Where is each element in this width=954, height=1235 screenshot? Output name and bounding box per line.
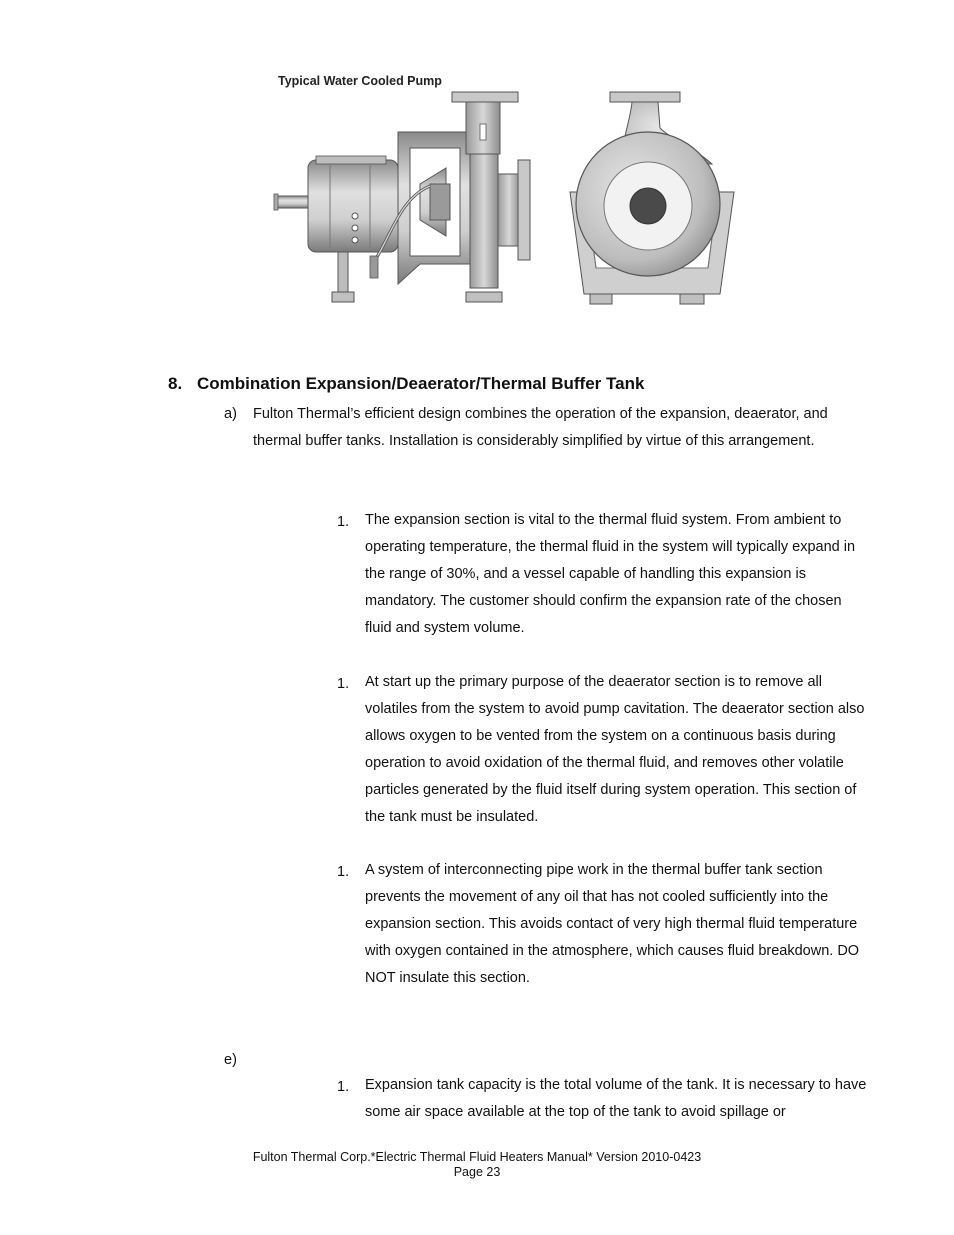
item-a-marker: a) (224, 406, 237, 422)
subitem-2-marker: 1. (337, 676, 350, 692)
pump-side-view-illustration (270, 88, 540, 310)
subitem-e1-marker: 1. (337, 1079, 350, 1095)
footer-page-number: Page 23 (453, 1165, 501, 1179)
footer-manual-info: Fulton Thermal Corp.*Electric Thermal Fluid Heaters Manual* Version 2010-0423 (252, 1150, 702, 1164)
subitem-1-marker: 1. (337, 514, 350, 530)
section-title: Combination Expansion/Deaerator/Thermal Buffer Tank (197, 374, 645, 393)
subitem-3-marker: 1. (337, 864, 350, 880)
item-a-text: Fulton Thermal’s efficient design combines the operation of the expansion, deaerator, and thermal buffer tanks. Installation is considerably simplified by virtue of this arrangement. (253, 406, 828, 449)
item-e-marker: e) (224, 1052, 237, 1068)
subitem-1-text: The expansion section is vital to the thermal fluid system. From ambient to operating temperature, the thermal fluid in the system will typically expand in the range of 30%, and a vessel capable of handling this expansion is mandatory. The customer should confirm the expansion rate of the chosen fluid and system volume. (365, 512, 856, 636)
pump-front-view-illustration (562, 88, 742, 310)
subitem-3-text: A system of interconnecting pipe work in the thermal buffer tank section prevents the movement of any oil that has not cooled sufficiently into the expansion section. This avoids contact of very high thermal fluid temperature with oxygen contained in the atmosphere, which causes fluid breakdown. DO NOT insulate this section. (365, 862, 860, 986)
section-number: 8. (168, 374, 183, 393)
figure-caption: Typical Water Cooled Pump (278, 74, 442, 88)
subitem-2-text: At start up the primary purpose of the deaerator section is to remove all volatiles from the system to avoid pump cavitation. The deaerator section also allows oxygen to be vented from the system on a continuous basis during operation to avoid oxidation of the thermal fluid, and removes other volatile particles generated by the fluid itself during system operation. This section of the tank must be insulated. (365, 674, 865, 825)
subitem-e1-text: Expansion tank capacity is the total volume of the tank. It is necessary to have some air space available at the top of the tank to avoid spillage or (365, 1077, 867, 1120)
